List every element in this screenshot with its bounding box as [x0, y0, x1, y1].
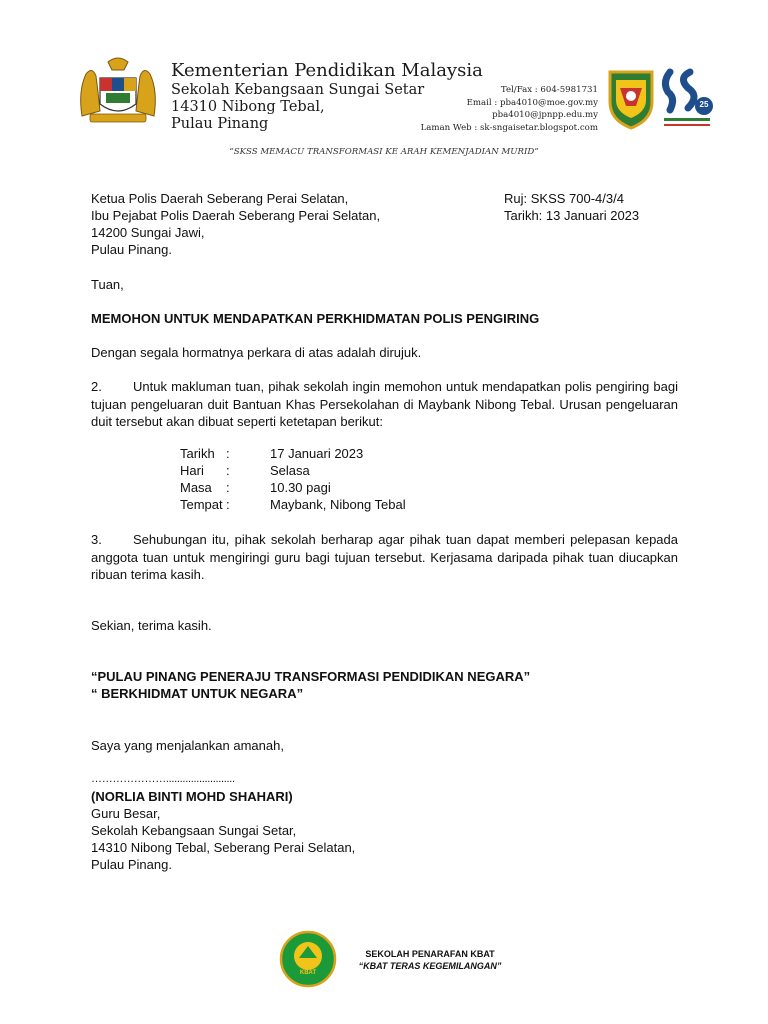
letter-subject: MEMOHON UNTUK MENDAPATKAN PERKHIDMATAN POLIS PENGIRING: [91, 311, 540, 326]
signer-address: 14310 Nibong Tebal, Seberang Perai Selatan,: [91, 840, 356, 855]
detail-separator: :: [226, 497, 230, 512]
telfax-text: Tel/Fax : 604-5981731: [500, 85, 598, 95]
closing-text: Sekian, terima kasih.: [91, 618, 212, 633]
signature-line: ………………….........................: [91, 773, 235, 785]
paragraph-2: [91, 378, 678, 431]
slogan-state: “PULAU PINANG PENERAJU TRANSFORMASI PENDIDIKAN NEGARA”: [91, 669, 531, 684]
signer-title: Guru Besar,: [91, 806, 161, 821]
paragraph-1: Dengan segala hormatnya perkara di atas adalah dirujuk.: [91, 345, 422, 360]
letterhead: [0, 0, 768, 170]
school-motto: “SKSS MEMACU TRANSFORMASI KE ARAH KEMENJADIAN MURID”: [229, 147, 539, 157]
schedule-details: [180, 446, 406, 514]
paragraph-3-number: 3.: [91, 532, 102, 547]
letter-date: Tarikh: 13 Januari 2023: [504, 208, 640, 223]
paragraph-3-text: Sehubungan itu, pihak sekolah berharap agar pihak tuan dapat memberi pelepasan kepada anggota tuan untuk mengiringi guru bagi tujuan tersebut. Kerjasama daripada pihak tuan diucapkan ribuan terima kasih.: [91, 532, 678, 582]
school-address-line: 14310 Nibong Tebal,: [171, 99, 325, 115]
signer-school: Sekolah Kebangsaan Sungai Setar,: [91, 823, 297, 838]
detail-separator: :: [226, 480, 230, 495]
detail-label: Hari: [180, 463, 204, 478]
reference-block: [504, 190, 639, 224]
detail-label: Masa: [180, 480, 212, 495]
recipient-line: 14200 Sungai Jawi,: [91, 225, 205, 240]
detail-label: Tarikh: [180, 446, 215, 461]
reference-number: Ruj: SKSS 700-4/3/4: [504, 191, 624, 206]
footer-line-2: “KBAT TERAS KEGEMILANGAN”: [358, 961, 502, 971]
detail-value: 10.30 pagi: [270, 480, 331, 495]
detail-row: [180, 480, 406, 497]
detail-row: [180, 446, 406, 463]
signer-name: (NORLIA BINTI MOHD SHAHARI): [91, 789, 293, 804]
school-shield-logo: [606, 68, 656, 130]
detail-value: Selasa: [270, 463, 310, 478]
school-name: Sekolah Kebangsaan Sungai Setar: [171, 82, 425, 98]
salutation: Tuan,: [91, 277, 124, 292]
coat-of-arms-logo: [72, 56, 164, 128]
website-text: Laman Web : sk-sngaisetar.blogspot.com: [420, 122, 598, 133]
detail-value: 17 Januari 2023: [270, 446, 364, 461]
signer-state: Pulau Pinang.: [91, 857, 172, 872]
detail-separator: :: [226, 446, 230, 461]
recipient-line: Ibu Pejabat Polis Daerah Seberang Perai Selatan,: [91, 208, 381, 223]
detail-separator: :: [226, 463, 230, 478]
anniversary-number: 25: [699, 100, 709, 109]
detail-label: Tempat: [180, 497, 223, 512]
ministry-name: Kementerian Pendidikan Malaysia: [171, 60, 483, 81]
paragraph-2-number: 2.: [91, 379, 102, 394]
signer-details: [91, 805, 355, 873]
detail-row: [180, 497, 406, 514]
signature-intro: Saya yang menjalankan amanah,: [91, 738, 284, 753]
slogan-nation: “ BERKHIDMAT UNTUK NEGARA”: [91, 686, 304, 701]
kbat-logo: [279, 930, 337, 988]
email-text-2: pba4010@jpnpp.edu.my: [492, 110, 598, 120]
footer-line-1: SEKOLAH PENARAFAN KBAT: [365, 949, 495, 959]
email-text: Email : pba4010@moe.gov.my: [466, 97, 598, 108]
recipient-line: Pulau Pinang.: [91, 242, 172, 257]
anniversary-badge-logo: [660, 66, 714, 132]
recipient-line: Ketua Polis Daerah Seberang Perai Selatan,: [91, 191, 349, 206]
kbat-logo-label: KBAT: [299, 970, 317, 976]
detail-row: [180, 463, 406, 480]
detail-value: Maybank, Nibong Tebal: [270, 497, 406, 512]
footer-text: [340, 948, 520, 972]
paragraph-2-text: Untuk makluman tuan, pihak sekolah ingin memohon untuk mendapatkan polis pengiring bagi tujuan pengeluaran duit Bantuan Khas Persekolahan di Maybank Nibong Tebal. Urusan pengeluaran duit tersebut akan dibuat seperti ketetapan berikut:: [91, 379, 678, 429]
paragraph-3: [91, 531, 678, 584]
recipient-address: [91, 190, 380, 258]
school-state: Pulau Pinang: [171, 116, 269, 132]
